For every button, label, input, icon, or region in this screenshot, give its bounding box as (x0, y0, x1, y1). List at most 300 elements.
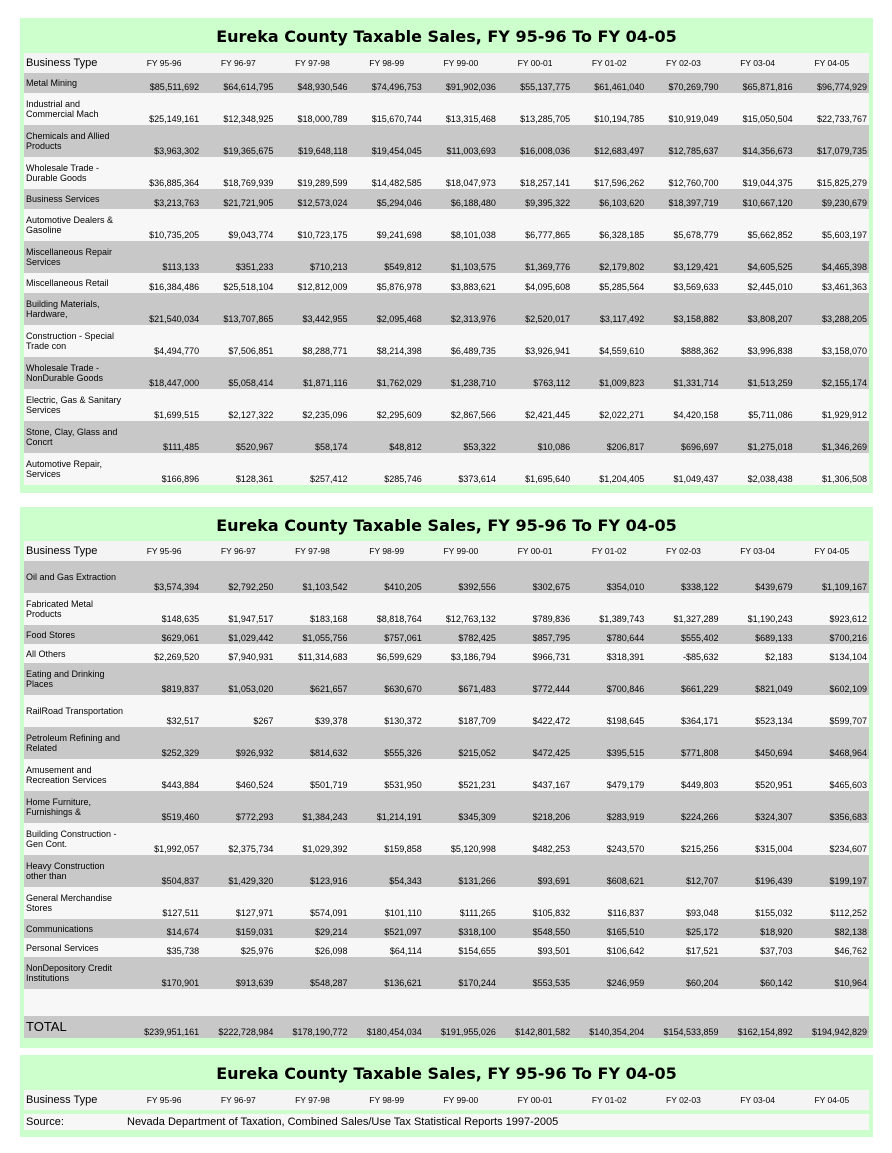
business-type-label: Miscellaneous Repair Services (24, 241, 127, 273)
sales-value: $772,293 (201, 791, 275, 823)
sales-value: $3,569,633 (646, 273, 720, 293)
sales-value: $12,785,637 (646, 125, 720, 157)
table-row (24, 73, 869, 93)
sales-value: $128,361 (201, 453, 275, 485)
sales-value: $521,231 (424, 759, 498, 791)
sales-value: $96,774,929 (795, 73, 869, 93)
business-type-label: Building Construction - Gen Cont. (24, 823, 127, 855)
sales-value: $127,971 (201, 887, 275, 919)
sales-value: $187,709 (424, 695, 498, 727)
table-row (24, 855, 869, 887)
business-type-label: Construction - Special Trade con (24, 325, 127, 357)
sales-table-2 (24, 541, 869, 1038)
sales-value: $12,573,024 (275, 189, 349, 209)
sales-value: $9,043,774 (201, 209, 275, 241)
sales-value: $1,103,575 (424, 241, 498, 273)
sales-value: $548,287 (275, 957, 349, 989)
sales-value: $2,235,096 (275, 389, 349, 421)
sales-value: $700,216 (795, 625, 869, 644)
sales-value: $70,269,790 (646, 73, 720, 93)
sales-value: $479,179 (572, 759, 646, 791)
total-value: $178,190,772 (275, 1016, 349, 1038)
business-type-label: Business Services (24, 189, 127, 209)
sales-value: $26,098 (275, 938, 349, 957)
empty-cell (127, 1004, 201, 1016)
empty-cell (721, 989, 795, 1004)
column-header-year: FY 04-05 (795, 1090, 869, 1110)
sales-value: $12,763,132 (424, 593, 498, 625)
sales-value: $5,876,978 (350, 273, 424, 293)
sales-value: $198,645 (572, 695, 646, 727)
table-row (24, 957, 869, 989)
sales-value: $318,100 (424, 919, 498, 938)
sales-value: $520,967 (201, 421, 275, 453)
sales-value: $285,746 (350, 453, 424, 485)
sales-table-1 (24, 53, 869, 485)
table-row (24, 421, 869, 453)
sales-value: $531,950 (350, 759, 424, 791)
total-row (24, 1016, 869, 1038)
column-header-year: FY 99-00 (424, 1090, 498, 1110)
column-header-year: FY 97-98 (275, 1090, 349, 1110)
sales-value: $1,327,289 (646, 593, 720, 625)
sales-value: $460,524 (201, 759, 275, 791)
sales-value: $170,244 (424, 957, 498, 989)
total-value: $191,955,026 (424, 1016, 498, 1038)
sales-value: $5,294,046 (350, 189, 424, 209)
total-value: $142,801,582 (498, 1016, 572, 1038)
sales-value: $574,091 (275, 887, 349, 919)
sales-value: $302,675 (498, 561, 572, 593)
sales-value: $923,612 (795, 593, 869, 625)
sales-value: $196,439 (721, 855, 795, 887)
column-header-year: FY 95-96 (127, 541, 201, 561)
business-type-label: Eating and Drinking Places (24, 663, 127, 695)
sales-value: $6,489,735 (424, 325, 498, 357)
business-type-label: Amusement and Recreation Services (24, 759, 127, 791)
sales-value: $3,288,205 (795, 293, 869, 325)
sales-value: $345,309 (424, 791, 498, 823)
empty-cell (572, 1004, 646, 1016)
sales-value: $422,472 (498, 695, 572, 727)
empty-cell (424, 1004, 498, 1016)
sales-value: $3,129,421 (646, 241, 720, 273)
total-value: $222,728,984 (201, 1016, 275, 1038)
sales-value: $18,447,000 (127, 357, 201, 389)
sales-value: $1,369,776 (498, 241, 572, 273)
business-type-label: Metal Mining (24, 73, 127, 93)
sales-value: $61,461,040 (572, 73, 646, 93)
table-row (24, 919, 869, 938)
table-panel-3 (20, 1055, 873, 1137)
sales-value: $1,331,714 (646, 357, 720, 389)
sales-value: $8,214,398 (350, 325, 424, 357)
sales-value: $65,871,816 (721, 73, 795, 93)
sales-value: $48,812 (350, 421, 424, 453)
sales-value: $82,138 (795, 919, 869, 938)
table-row (24, 791, 869, 823)
table-row (24, 644, 869, 663)
empty-cell (646, 989, 720, 1004)
sales-value: $283,919 (572, 791, 646, 823)
empty-cell (24, 1004, 127, 1016)
sales-value: $166,896 (127, 453, 201, 485)
business-type-label: All Others (24, 644, 127, 663)
empty-cell (350, 1004, 424, 1016)
total-value: $154,533,859 (646, 1016, 720, 1038)
sales-value: $246,959 (572, 957, 646, 989)
column-header-year: FY 02-03 (646, 541, 720, 561)
sales-value: $629,061 (127, 625, 201, 644)
sales-value: $25,976 (201, 938, 275, 957)
business-type-label: Wholesale Trade - Durable Goods (24, 157, 127, 189)
sales-value: $1,306,508 (795, 453, 869, 485)
sales-value: $15,050,504 (721, 93, 795, 125)
sales-value: $2,520,017 (498, 293, 572, 325)
column-header-year: FY 01-02 (572, 53, 646, 73)
sales-value: $116,837 (572, 887, 646, 919)
column-header-year: FY 00-01 (498, 1090, 572, 1110)
sales-value: $504,837 (127, 855, 201, 887)
sales-value: $5,662,852 (721, 209, 795, 241)
sales-value: $111,485 (127, 421, 201, 453)
business-type-label: Miscellaneous Retail (24, 273, 127, 293)
sales-value: $3,926,941 (498, 325, 572, 357)
business-type-label: Industrial and Commercial Mach (24, 93, 127, 125)
table-row (24, 887, 869, 919)
sales-value: $354,010 (572, 561, 646, 593)
sales-value: $472,425 (498, 727, 572, 759)
sales-value: $410,205 (350, 561, 424, 593)
column-header-year: FY 00-01 (498, 541, 572, 561)
sales-value: $93,691 (498, 855, 572, 887)
sales-value: $6,328,185 (572, 209, 646, 241)
empty-cell (498, 1004, 572, 1016)
sales-value: $165,510 (572, 919, 646, 938)
sales-value: $2,421,445 (498, 389, 572, 421)
sales-value: $5,120,998 (424, 823, 498, 855)
sales-value: $450,694 (721, 727, 795, 759)
source-text: Nevada Department of Taxation, Combined Sales/Use Tax Statistical Reports 1997-2005 (127, 1116, 559, 1128)
column-header-year: FY 04-05 (795, 541, 869, 561)
sales-value: $58,174 (275, 421, 349, 453)
column-header-year: FY 98-99 (350, 541, 424, 561)
sales-value: $2,313,976 (424, 293, 498, 325)
sales-value: $318,391 (572, 644, 646, 663)
column-header-year: FY 01-02 (572, 1090, 646, 1110)
business-type-label: Stone, Clay, Glass and Concrt (24, 421, 127, 453)
table-row (24, 273, 869, 293)
business-type-label: Automotive Repair, Services (24, 453, 127, 485)
table-row (24, 593, 869, 625)
sales-value: $700,846 (572, 663, 646, 695)
sales-value: $18,769,939 (201, 157, 275, 189)
sales-value: $18,920 (721, 919, 795, 938)
sales-value: $1,513,259 (721, 357, 795, 389)
sales-value: $373,614 (424, 453, 498, 485)
sales-value: $555,326 (350, 727, 424, 759)
business-type-label: Food Stores (24, 625, 127, 644)
sales-value: $6,103,620 (572, 189, 646, 209)
column-header-year: FY 97-98 (275, 541, 349, 561)
sales-value: $439,679 (721, 561, 795, 593)
sales-value: $789,836 (498, 593, 572, 625)
sales-value: $243,570 (572, 823, 646, 855)
sales-value: $1,929,912 (795, 389, 869, 421)
sales-value: $15,670,744 (350, 93, 424, 125)
sales-value: $599,707 (795, 695, 869, 727)
sales-value: $1,009,823 (572, 357, 646, 389)
sales-value: $1,762,029 (350, 357, 424, 389)
column-header-business-type: Business Type (24, 53, 127, 73)
sales-value: $17,521 (646, 938, 720, 957)
sales-value: $10,735,205 (127, 209, 201, 241)
sales-value: $19,365,675 (201, 125, 275, 157)
sales-value: $549,812 (350, 241, 424, 273)
sales-value: $159,858 (350, 823, 424, 855)
sales-value: $12,348,925 (201, 93, 275, 125)
sales-value: $60,142 (721, 957, 795, 989)
sales-value: $32,517 (127, 695, 201, 727)
header-row (24, 541, 869, 561)
sales-value: $5,285,564 (572, 273, 646, 293)
table-row (24, 453, 869, 485)
table-panel-1 (20, 18, 873, 493)
panel-title: Eureka County Taxable Sales, FY 95-96 To FY 04-05 (216, 27, 677, 46)
sales-value: $1,029,392 (275, 823, 349, 855)
sales-value: $857,795 (498, 625, 572, 644)
source-note (24, 1114, 869, 1130)
sales-value: $130,372 (350, 695, 424, 727)
sales-value: $64,614,795 (201, 73, 275, 93)
sales-value: $501,719 (275, 759, 349, 791)
table-row (24, 357, 869, 389)
sales-value: $521,097 (350, 919, 424, 938)
sales-value: $218,206 (498, 791, 572, 823)
sales-value: $437,167 (498, 759, 572, 791)
sales-value: $7,940,931 (201, 644, 275, 663)
sales-value: $25,172 (646, 919, 720, 938)
sales-value: $13,285,705 (498, 93, 572, 125)
sales-value: $85,511,692 (127, 73, 201, 93)
sales-value: $2,269,520 (127, 644, 201, 663)
table-row (24, 938, 869, 957)
business-type-label: Electric, Gas & Sanitary Services (24, 389, 127, 421)
sales-value: $819,837 (127, 663, 201, 695)
sales-value: $9,241,698 (350, 209, 424, 241)
sales-value: $2,127,322 (201, 389, 275, 421)
sales-value: $696,697 (646, 421, 720, 453)
sales-value: $55,137,775 (498, 73, 572, 93)
sales-value: $548,550 (498, 919, 572, 938)
sales-value: $25,518,104 (201, 273, 275, 293)
sales-value: $1,109,167 (795, 561, 869, 593)
sales-value: $101,110 (350, 887, 424, 919)
sales-value: $523,134 (721, 695, 795, 727)
column-header-business-type: Business Type (24, 541, 127, 561)
sales-value: $356,683 (795, 791, 869, 823)
total-value: $239,951,161 (127, 1016, 201, 1038)
sales-value: $3,808,207 (721, 293, 795, 325)
sales-value: $8,101,038 (424, 209, 498, 241)
sales-value: $338,122 (646, 561, 720, 593)
sales-value: $449,803 (646, 759, 720, 791)
sales-value: $3,996,838 (721, 325, 795, 357)
sales-value: $468,964 (795, 727, 869, 759)
sales-value: $821,049 (721, 663, 795, 695)
table-row (24, 727, 869, 759)
sales-value: $772,444 (498, 663, 572, 695)
sales-value: $13,707,865 (201, 293, 275, 325)
business-type-label: Home Furniture, Furnishings & (24, 791, 127, 823)
business-type-label: Petroleum Refining and Related (24, 727, 127, 759)
column-header-year: FY 95-96 (127, 1090, 201, 1110)
sales-value: $3,186,794 (424, 644, 498, 663)
sales-value: $1,992,057 (127, 823, 201, 855)
empty-cell (795, 989, 869, 1004)
sales-value: $1,214,191 (350, 791, 424, 823)
sales-value: $14,356,673 (721, 125, 795, 157)
sales-value: $10,964 (795, 957, 869, 989)
sales-value: $54,343 (350, 855, 424, 887)
column-header-year: FY 98-99 (350, 1090, 424, 1110)
sales-value: $6,599,629 (350, 644, 424, 663)
sales-value: $127,511 (127, 887, 201, 919)
sales-value: $1,275,018 (721, 421, 795, 453)
header-row (24, 53, 869, 73)
sales-value: $443,884 (127, 759, 201, 791)
sales-value: $37,703 (721, 938, 795, 957)
sales-value: $18,397,719 (646, 189, 720, 209)
business-type-label: Fabricated Metal Products (24, 593, 127, 625)
sales-value: $17,079,735 (795, 125, 869, 157)
sales-value: $2,295,609 (350, 389, 424, 421)
table-row (24, 209, 869, 241)
empty-cell (498, 989, 572, 1004)
sales-value: $10,194,785 (572, 93, 646, 125)
sales-value: $93,501 (498, 938, 572, 957)
empty-cell (127, 989, 201, 1004)
sales-value: $3,461,363 (795, 273, 869, 293)
sales-value: $19,044,375 (721, 157, 795, 189)
sales-value: $6,188,480 (424, 189, 498, 209)
table-row (24, 189, 869, 209)
sales-value: $392,556 (424, 561, 498, 593)
column-header-year: FY 03-04 (721, 541, 795, 561)
empty-cell (201, 989, 275, 1004)
sales-value: $252,329 (127, 727, 201, 759)
table-panel-2 (20, 507, 873, 1048)
sales-value: $2,867,566 (424, 389, 498, 421)
sales-value: $105,832 (498, 887, 572, 919)
empty-cell (201, 1004, 275, 1016)
table-row (24, 93, 869, 125)
sales-value: $3,213,763 (127, 189, 201, 209)
sales-value: $315,004 (721, 823, 795, 855)
sales-value: $1,429,320 (201, 855, 275, 887)
business-type-label: Oil and Gas Extraction (24, 561, 127, 593)
sales-value: $13,315,468 (424, 93, 498, 125)
sales-value: $1,695,640 (498, 453, 572, 485)
sales-value: $482,253 (498, 823, 572, 855)
sales-value: $2,445,010 (721, 273, 795, 293)
sales-value: $14,482,585 (350, 157, 424, 189)
column-header-year: FY 96-97 (201, 53, 275, 73)
sales-value: $257,412 (275, 453, 349, 485)
sales-value: $395,515 (572, 727, 646, 759)
sales-value: $17,596,262 (572, 157, 646, 189)
sales-value: $10,723,175 (275, 209, 349, 241)
sales-value: $21,540,034 (127, 293, 201, 325)
sales-value: $465,603 (795, 759, 869, 791)
spacer-row (24, 989, 869, 1004)
sales-value: $154,655 (424, 938, 498, 957)
total-label: TOTAL (24, 1016, 127, 1038)
sales-value: $5,603,197 (795, 209, 869, 241)
sales-value: $18,047,973 (424, 157, 498, 189)
table-row (24, 157, 869, 189)
table-row (24, 759, 869, 791)
sales-value: $3,963,302 (127, 125, 201, 157)
sales-value: $2,375,734 (201, 823, 275, 855)
empty-cell (275, 1004, 349, 1016)
business-type-label: Communications (24, 919, 127, 938)
sales-value: $12,812,009 (275, 273, 349, 293)
sales-value: $11,003,693 (424, 125, 498, 157)
total-value: $180,454,034 (350, 1016, 424, 1038)
sales-value: $966,731 (498, 644, 572, 663)
sales-value: $9,230,679 (795, 189, 869, 209)
sales-value: $12,707 (646, 855, 720, 887)
business-type-label: Personal Services (24, 938, 127, 957)
sales-value: $689,133 (721, 625, 795, 644)
sales-table-3 (24, 1090, 869, 1110)
business-type-label: Heavy Construction other than (24, 855, 127, 887)
sales-value: $35,738 (127, 938, 201, 957)
sales-value: $771,808 (646, 727, 720, 759)
sales-value: $519,460 (127, 791, 201, 823)
sales-value: $111,265 (424, 887, 498, 919)
column-header-business-type: Business Type (24, 1090, 127, 1110)
table-row (24, 695, 869, 727)
spacer-row (24, 1004, 869, 1016)
sales-value: $1,238,710 (424, 357, 498, 389)
sales-value: $16,008,036 (498, 125, 572, 157)
sales-value: $5,678,779 (646, 209, 720, 241)
total-value: $194,942,829 (795, 1016, 869, 1038)
sales-value: $661,229 (646, 663, 720, 695)
sales-value: $926,932 (201, 727, 275, 759)
total-value: $140,354,204 (572, 1016, 646, 1038)
column-header-year: FY 99-00 (424, 541, 498, 561)
column-header-year: FY 00-01 (498, 53, 572, 73)
sales-value: $520,951 (721, 759, 795, 791)
sales-value: $630,670 (350, 663, 424, 695)
sales-value: $555,402 (646, 625, 720, 644)
sales-value: $10,919,049 (646, 93, 720, 125)
sales-value: $15,825,279 (795, 157, 869, 189)
sales-value: $2,155,174 (795, 357, 869, 389)
column-header-year: FY 96-97 (201, 541, 275, 561)
table-row (24, 241, 869, 273)
sales-value: $2,095,468 (350, 293, 424, 325)
sales-value: $2,022,271 (572, 389, 646, 421)
table-row (24, 625, 869, 644)
column-header-year: FY 04-05 (795, 53, 869, 73)
sales-value: $1,384,243 (275, 791, 349, 823)
sales-value: $36,885,364 (127, 157, 201, 189)
panel-title: Eureka County Taxable Sales, FY 95-96 To FY 04-05 (216, 1064, 677, 1083)
